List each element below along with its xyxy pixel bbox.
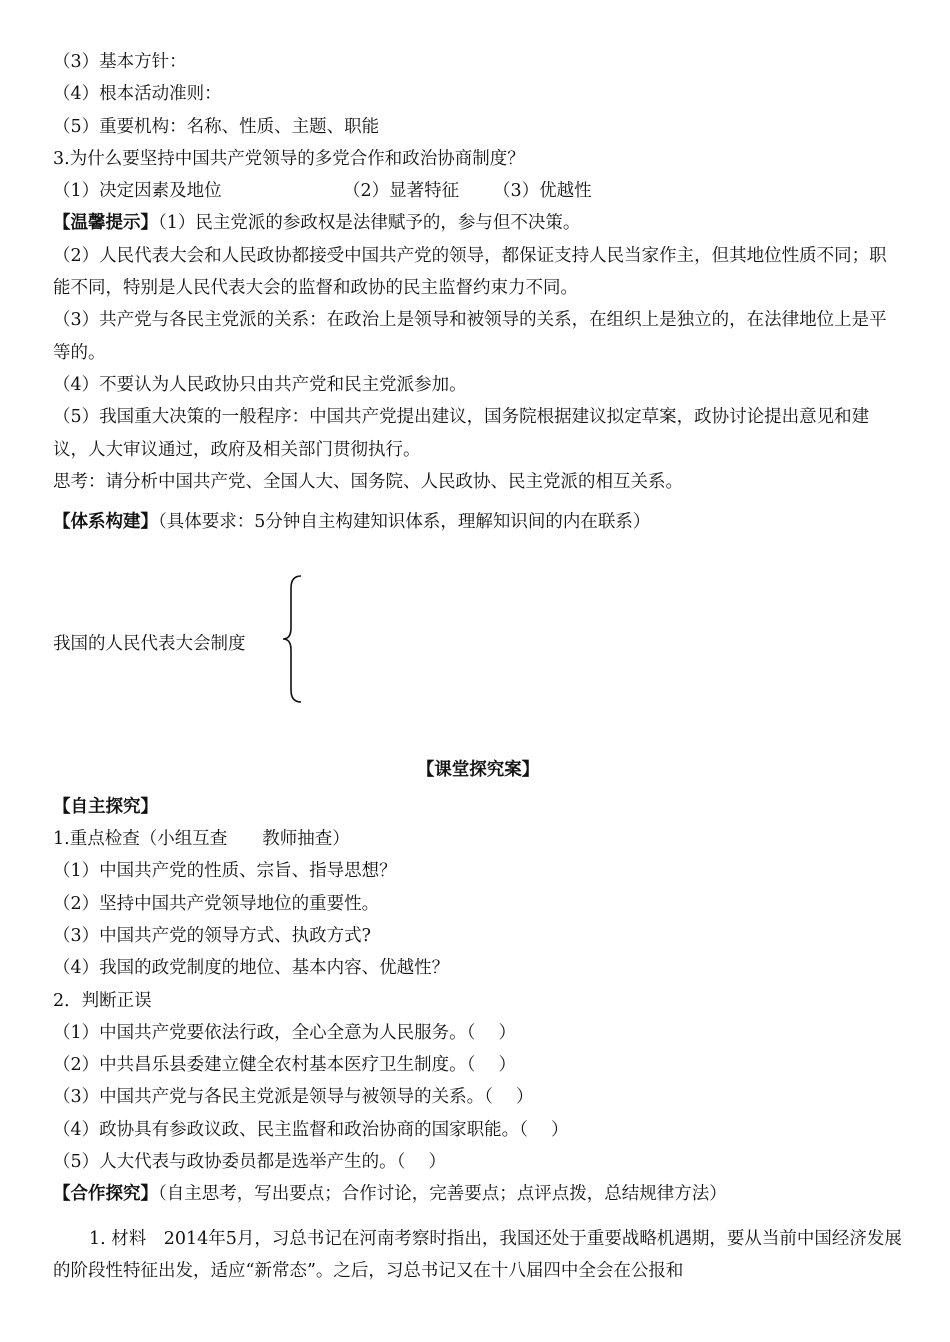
coop-header <box>53 1178 903 1210</box>
prep-item-5: （5）重要机构：名称、性质、主题、职能 <box>53 116 380 137</box>
self-explore-label: 【自主探究】 <box>53 796 158 817</box>
curly-brace-icon <box>281 574 305 704</box>
q3-option-2: （2）显著特征 <box>343 181 460 202</box>
question-3-options <box>53 175 903 207</box>
tips-label: 【温馨提示】 <box>53 213 158 234</box>
judge-item: （3）中国共产党与各民主党派是领导与被领导的关系。（ ） <box>53 1087 534 1108</box>
check-item: （2）坚持中国共产党领导地位的重要性。 <box>53 893 380 914</box>
check-title: 1.重点检查（小组互查 教师抽查） <box>53 829 350 850</box>
check-item: （4）我国的政党制度的地位、基本内容、优越性？ <box>53 958 450 979</box>
check-item: （1）中国共产党的性质、宗旨、指导思想？ <box>53 861 397 882</box>
judge-item: （2）中共昌乐县委建立健全农村基本医疗卫生制度。（ ） <box>53 1055 516 1076</box>
tip-2: （2）人民代表大会和人民政协都接受中国共产党的领导，都保证支持人民当家作主，但其地位性质不同；职能不同，特别是人民代表大会的监督和政协的民主监督约束力不同。 <box>53 245 887 299</box>
prep-item-3: （3）基本方针： <box>53 52 187 72</box>
document-page <box>53 46 903 1287</box>
knowledge-system-diagram <box>53 548 903 738</box>
classroom-title: 【课堂探究案】 <box>416 760 540 781</box>
judge-item: （5）人大代表与政协委员都是选举产生的。（ ） <box>53 1152 446 1173</box>
judge-title: 2．判断正误 <box>53 990 152 1011</box>
coop-label: 【合作探究】 <box>53 1184 158 1205</box>
material-paragraph: 1. 材料 2014年5月，习总书记在河南考察时指出，我国还处于重要战略机遇期，要从当前中国经济发展的阶段性特征出发，适应“新常态”。之后，习总书记又在十八届四中全会在公报和 <box>53 1228 902 1281</box>
q3-option-1: （1）决定因素及地位 <box>53 181 222 202</box>
system-node-label: 我国的人民代表大会制度 <box>53 634 246 655</box>
judge-item: （4）政协具有参政议政、民主监督和政治协商的国家职能。（ ） <box>53 1119 569 1140</box>
tip-3: （3）共产党与各民主党派的关系：在政治上是领导和被领导的关系，在组织上是独立的，在法律地位上是平等的。 <box>53 310 887 363</box>
tip-1: （1）民主党派的参政权是法律赋予的，参与但不决策。 <box>158 213 581 234</box>
system-header <box>53 506 903 538</box>
system-requirement: （具体要求：5分钟自主构建知识体系，理解知识间的内在联系） <box>158 512 651 533</box>
coop-requirement: （自主思考，写出要点；合作讨论，完善要点；点评点拨，总结规律方法） <box>158 1184 727 1205</box>
q3-option-3: （3）优越性 <box>493 181 592 202</box>
tip-5: （5）我国重大决策的一般程序：中国共产党提出建议，国务院根据建议拟定草案，政协讨论提出意见和建议，人大审议通过，政府及相关部门贯彻执行。 <box>53 407 870 460</box>
system-label: 【体系构建】 <box>53 512 158 533</box>
tip-4: （4）不要认为人民政协只由共产党和民主党派参加。 <box>53 374 467 395</box>
think-question: 思考：请分析中国共产党、全国人大、国务院、人民政协、民主党派的相互关系。 <box>53 471 683 492</box>
tip-1-row <box>53 207 903 239</box>
check-item: （3）中国共产党的领导方式、执政方式? <box>53 925 372 946</box>
question-3: 3.为什么要坚持中国共产党领导的多党合作和政治协商制度？ <box>53 148 525 169</box>
prep-item-4: （4）根本活动准则： <box>53 84 222 105</box>
judge-item: （1）中国共产党要依法行政，全心全意为人民服务。（ ） <box>53 1022 516 1043</box>
